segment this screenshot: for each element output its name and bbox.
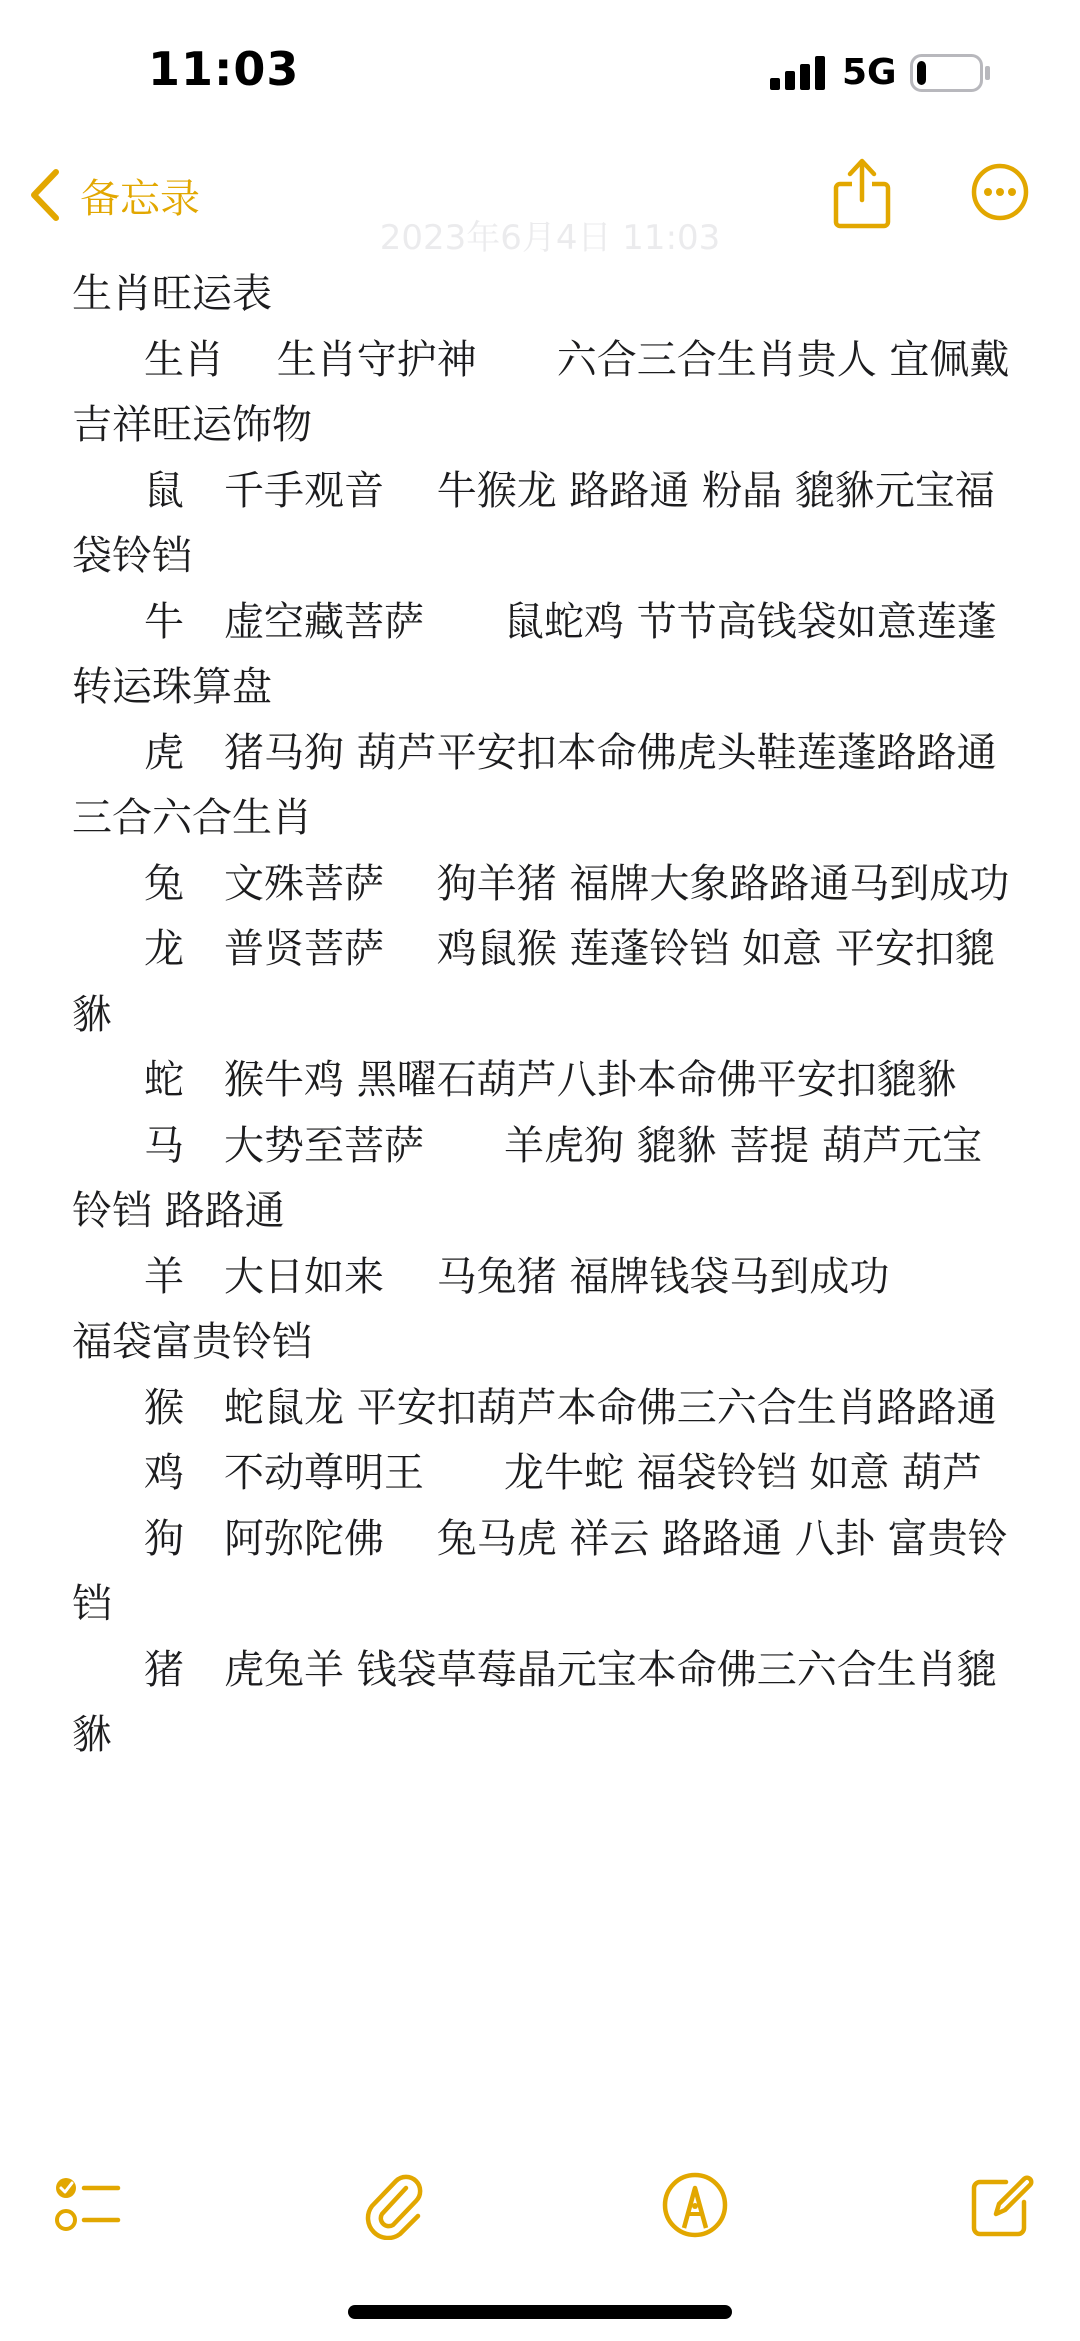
paperclip-icon[interactable] [360, 2170, 430, 2240]
note-row-monkey: 猴 蛇鼠龙 平安扣葫芦本命佛三六合生肖路路通 [144, 1384, 997, 1431]
note-row-dragon: 龙 普贤菩萨 鸡鼠猴 莲蓬铃铛 如意 平安扣貔貅 [72, 926, 995, 1038]
status-bar [0, 0, 1080, 140]
note-title: 生肖旺运表 [72, 271, 272, 317]
note-row-rooster: 鸡 不动尊明王 龙牛蛇 福袋铃铛 如意 葫芦 [144, 1450, 983, 1496]
note-row-rat: 鼠 千手观音 牛猴龙 路路通 粉晶 貔貅元宝福袋铃铛 [72, 467, 995, 579]
navigation-bar [0, 140, 1080, 258]
home-indicator[interactable] [348, 2305, 732, 2319]
note-row-dog: 狗 阿弥陀佛 兔马虎 祥云 路路通 八卦 富贵铃铛 [72, 1515, 1008, 1627]
back-button[interactable] [28, 160, 200, 230]
cellular-signal-icon [770, 56, 826, 90]
note-row-pig: 猪 虎兔羊 钱袋草莓晶元宝本命佛三六合生肖貔貅 [72, 1646, 997, 1758]
battery-icon [910, 54, 992, 92]
compose-icon[interactable] [966, 2170, 1036, 2240]
note-content[interactable] [72, 262, 1022, 1769]
note-row-snake: 蛇 猴牛鸡 黑曜石葫芦八卦本命佛平安扣貔貅 [144, 1057, 957, 1103]
note-row-rabbit: 兔 文殊菩萨 狗羊猪 福牌大象路路通马到成功 [144, 860, 1010, 907]
note-row-tiger: 虎 猪马狗 葫芦平安扣本命佛虎头鞋莲蓬路路通三合六合生肖 [72, 729, 997, 841]
back-label: 备忘录 [80, 175, 200, 222]
note-row-horse: 马 大势至菩萨 羊虎狗 貔貅 菩提 葫芦元宝铃铛 路路通 [72, 1122, 983, 1234]
bottom-toolbar [0, 2150, 1080, 2250]
checklist-icon[interactable] [52, 2170, 122, 2240]
note-row-header: 生肖 生肖守护神 六合三合生肖贵人 宜佩戴吉祥旺运饰物 [72, 336, 1010, 448]
note-row-ox: 牛 虚空藏菩萨 鼠蛇鸡 节节高钱袋如意莲蓬转运珠算盘 [72, 598, 997, 710]
battery-level-fill [917, 61, 926, 85]
markup-pen-icon[interactable] [660, 2170, 730, 2240]
network-type-label: 5G [842, 52, 897, 93]
more-options-icon[interactable] [970, 162, 1030, 222]
chevron-left-icon [28, 168, 62, 222]
status-time: 11:03 [148, 42, 300, 96]
note-row-goat: 羊 大日如来 马兔猪 福牌钱袋马到成功 [144, 1253, 890, 1300]
note-row-goat-continued: 福袋富贵铃铛 [72, 1319, 312, 1365]
note-date: 2023年6月4日 11:03 [379, 218, 721, 258]
share-icon[interactable] [832, 154, 892, 230]
